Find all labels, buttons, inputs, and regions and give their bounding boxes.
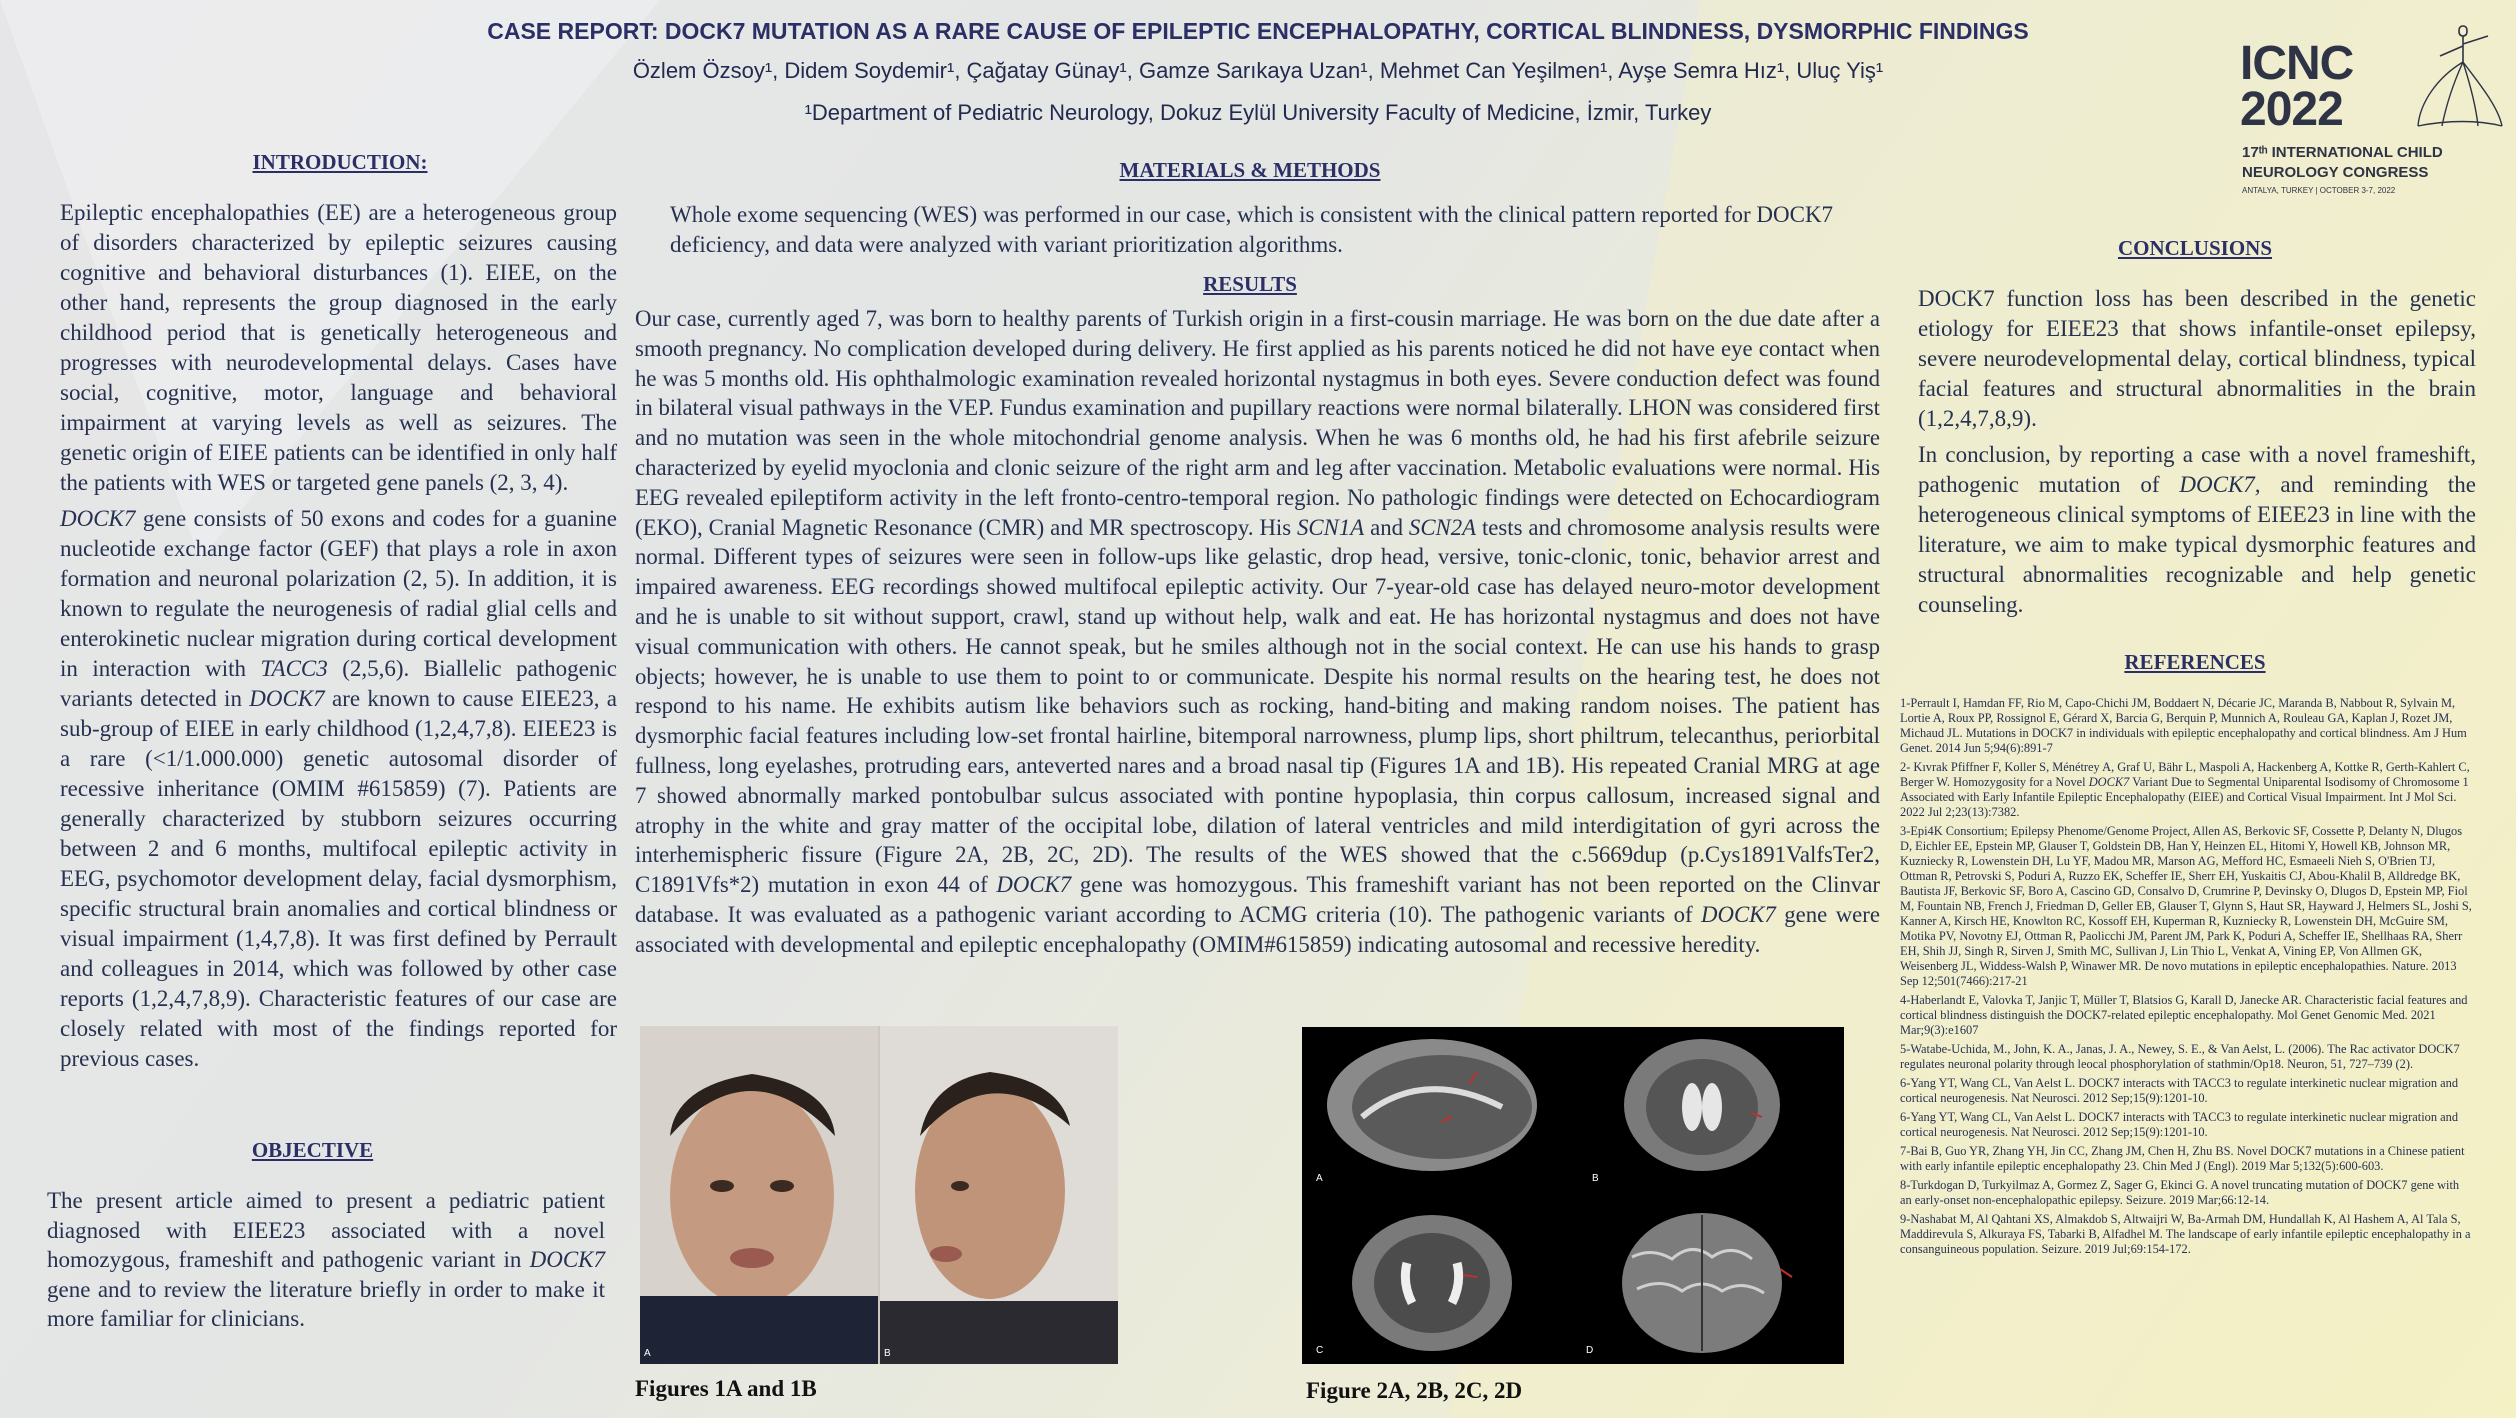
reference-item: 7-Bai B, Guo YR, Zhang YH, Jin CC, Zhang JM, Chen H, Zhu BS. Novel DOCK7 mutations in a Chinese patient with early infantile epileptic encephalopathy 23. Chin Med J (Engl). 2019 Mar 5;132(5):600-603. bbox=[1900, 1144, 2465, 1173]
logo-line-2: NEUROLOGY CONGRESS bbox=[2242, 164, 2429, 181]
gene-name: DOCK7 bbox=[60, 506, 136, 531]
reference-item: 9-Nashabat M, Al Qahtani XS, Almakdob S, Altwaijri W, Ba-Armah DM, Hundallah K, Al Hashem A, Al Tala S, Maddirevula S, Alkuraya FS, Tabarki B, Alfadhel M. The landscape of early infantile epileptic encephalopathy in a consanguineous population. Seizure. 2019 Jul;69:154-172. bbox=[1900, 1212, 2471, 1256]
reference-item: 1-Perrault I, Hamdan FF, Rio M, Capo-Chichi JM, Boddaert N, Décarie JC, Maranda B, Nabbout R, Sylvain M, Lortie A, Roux PP, Rossignol E, Gérard X, Barcia G, Berquin P, Munnich A, Rouleau GA, Kaplan J, Rozet JM, Michaud JL. Mutations in DOCK7 in individuals with epileptic encephalopathy and cortical blindness. Am J Hum Genet. 2014 Jun 5;94(6):891-7 bbox=[1900, 696, 2467, 755]
affiliation: ¹Department of Pediatric Neurology, Dokuz Eylül University Faculty of Medicine, İzmir, Turkey bbox=[804, 100, 1712, 125]
author-list: Özlem Özsoy¹, Didem Soydemir¹, Çağatay Günay¹, Gamze Sarıkaya Uzan¹, Mehmet Can Yeşilmen¹, Ayşe Semra Hız¹, Uluç Yiş¹ bbox=[632, 58, 1884, 83]
reference-item: 6-Yang YT, Wang CL, Van Aelst L. DOCK7 interacts with TACC3 to regulate interkinetic nuclear migration and cortical neurogenesis. Nat Neurosci. 2012 Sep;15(9):1201-10. bbox=[1900, 1076, 2459, 1105]
figure-2-mri-images bbox=[1302, 1027, 1844, 1364]
figure-2-label-b: B bbox=[1592, 1173, 1599, 1184]
logo-name: ICNC bbox=[2240, 37, 2354, 90]
gene-name: DOCK7, bbox=[2179, 472, 2261, 497]
gene-name: SCN1A bbox=[1297, 514, 1365, 540]
results-body bbox=[635, 304, 1880, 966]
figure-1-label-b: B bbox=[884, 1348, 891, 1359]
reference-item: 6-Yang YT, Wang CL, Van Aelst L. DOCK7 interacts with TACC3 to regulate interkinetic nuclear migration and cortical neurogenesis. Nat Neurosci. 2012 Sep;15(9):1201-10. bbox=[1900, 1110, 2459, 1139]
results-heading: RESULTS bbox=[1203, 272, 1297, 296]
conclusions-paragraph-2: In conclusion, by reporting a case with a novel frameshift, pathogenic mutation of DOCK7, and reminding the heterogeneous clinical symptoms of EIEE23 in line with the literature, we aim to make typical dysmorphic features and structural abnormalities recognizable and help genetic counseling. bbox=[1918, 442, 2476, 617]
results-paragraph: Our case, currently aged 7, was born to healthy parents of Turkish origin in a first-cousin marriage. He was born on the due date after a smooth pregnancy. No complication developed during delivery. He first applied as his parents noticed he did not have eye contact when he was 5 months old. His ophthalmologic examination revealed horizontal nystagmus in both eyes. Severe conduction defect was found in bilateral visual pathways in the VEP. Fundus examination and pupillary reactions were normal bilaterally. LHON was considered first and no mutation was seen in the whole mitochondrial genome analysis. When he was 6 months old, he had his first afebrile seizure characterized by eyelid myoclonia and clonic seizure of the right arm and leg after vaccination. Metabolic evaluations were normal. His EEG revealed epileptiform activity in the left fronto-centro-temporal region. No pathologic findings were detected on Echocardiogram (EKO), Cranial Magnetic Resonance (CMR) and MR spectroscopy. His SCN1A and SCN2A tests and chromosome analysis results were normal. Different types of seizures were seen in follow-ups like gelastic, drop head, versive, tonic-clonic, tonic, behavior arrest and impaired awareness. EEG recordings showed multifocal epileptic activity. Our 7-year-old case has delayed neuro-motor development and he is unable to sit without support, crawl, stand up without help, walk and eat. He has horizontal nystagmus and does not have visual communication with others. He cannot speak, but he smiles although not in the social context. He can use his hands to grasp objects; however, he is unable to use them to point to or communicate. Despite his normal results on the hearing test, he does not respond to his name. He exhibits autism like behaviors such as rocking, hand-biting and making random noises. The patient has dysmorphic facial features including low-set frontal hairline, bitemporal narrowness, plump lips, short philtrum, telecanthus, periorbital fullness, long eyelashes, protruding ears, anteverted nares and a broad nasal tip (Figures 1A and 1B). His repeated Cranial MRG at age 7 showed abnormally marked pontobulbar sulcus associated with pontine hypoplasia, thin corpus callosum, increased signal and atrophy in the white and gray matter of the occipital lobe, dilation of lateral ventricles and mild interdigitation of gyri across the interhemispheric fissure (Figure 2A, 2B, 2C, 2D). The results of the WES showed that the c.5669dup (p.Cys1891ValfsTer2, C1891Vfs*2) mutation in exon 44 of DOCK7 gene was homozygous. This frameshift variant has not been reported on the Clinvar database. It was evaluated as a pathogenic variant according to ACMG criteria (10). The pathogenic variants of DOCK7 gene were associated with developmental and epileptic encephalopathy (OMIM#615859) indicating autosomal and recessive heredity. bbox=[635, 306, 1881, 957]
reference-item: 8-Turkdogan D, Turkyilmaz A, Gormez Z, Sager G, Ekinci G. A novel truncating mutation of DOCK7 gene with an early-onset non-encephalopathic epilepsy. Seizure. 2019 Mar;66:12-14. bbox=[1900, 1178, 2460, 1207]
introduction-body bbox=[60, 198, 617, 1080]
methods-body: Whole exome sequencing (WES) was performed in our case, which is consistent with the clinical pattern reported for DOCK7 deficiency, and data were analyzed with variant prioritization algorithms. bbox=[670, 202, 1834, 257]
objective-heading: OBJECTIVE bbox=[251, 1138, 374, 1162]
figure-1-caption: Figures 1A and 1B bbox=[635, 1376, 817, 1401]
references-heading: REFERENCES bbox=[2124, 650, 2266, 674]
congress-logo bbox=[2238, 22, 2508, 202]
brain-mri-image bbox=[1302, 1027, 1844, 1364]
gene-name: DOCK7 bbox=[996, 872, 1072, 898]
gene-name: DOCK7 bbox=[249, 686, 325, 711]
reference-item: 2- Kıvrak Pfiffner F, Koller S, Ménétrey A, Graf U, Bähr L, Maspoli A, Hackenberg A, Kottke R, Gerth-Kahlert C, Berger W. Homozygosity for a Novel DOCK7 Variant Due to Segmental Uniparental Isodisomy of Chromosome 1 Associated with Early Infantile Epileptic Encephalopathy (EIEE) and Cortical Visual Impairment. Int J Mol Sci. 2022 Jul 2;23(13):7382. bbox=[1900, 760, 2470, 819]
gene-name: DOCK7 bbox=[1701, 901, 1776, 927]
gene-name: DOCK7 bbox=[529, 1247, 605, 1272]
whirling-dervish-icon bbox=[2408, 22, 2508, 132]
reference-item: 3-Epi4K Consortium; Epilepsy Phenome/Genome Project, Allen AS, Berkovic SF, Cossette P, Delanty N, Dlugos D, Eichler EE, Epstein MP, Glauser T, Goldstein DB, Han Y, Heinzen EL, Hitomi Y, Howell KB, Johnson MR, Kuzniecky R, Lowenstein DH, Lu YF, Madou MR, Marson AG, Mefford HC, Esmaeeli Nieh S, O'Brien TJ, Ottman R, Petrovski S, Poduri A, Ruzzo EK, Scheffer IE, Sherr EH, Yuskaitis CJ, Abou-Khalil B, Alldredge BK, Bautista JF, Berkovic SF, Boro A, Cascino GD, Consalvo D, Crumrine P, Devinsky O, Dlugos D, Epstein MP, Fiol M, Fountain NB, French J, Friedman D, Geller EB, Glauser T, Glynn S, Haut SR, Hayward J, Helmers SL, Joshi S, Kanner A, Kirsch HE, Knowlton RC, Kossoff EH, Kuperman R, Kuzniecky R, Lowenstein DH, McGuire SM, Motika PV, Novotny EJ, Ottman R, Paolicchi JM, Parent JM, Park K, Poduri A, Scheffer IE, Shellhaas RA, Sherr EH, Shih JJ, Singh R, Sirven J, Smith MC, Sullivan J, Lin Thio L, Venkat A, Vining EP, Von Allmen GK, Weisenberg JL, Widdess-Walsh P, Winawer MR. De novo mutations in epileptic encephalopathies. Nature. 2013 Sep 12;501(7466):217-21 bbox=[1900, 824, 2472, 988]
figure-1-patient-photos bbox=[640, 1026, 1118, 1364]
introduction-paragraph-2: DOCK7 gene consists of 50 exons and codes for a guanine nucleotide exchange factor (GEF) that plays a role in axon formation and neuronal polarization (2, 5). In addition, it is known to regulate the neurogenesis of radial glial cells and enterokinetic nuclear migration during cortical development in interaction with TACC3 (2,5,6). Biallelic pathogenic variants detected in DOCK7 are known to cause EIEE23, a sub-group of EIEE in early childhood (1,2,4,7,8). EIEE23 is a rare (<1/1.000.000) genetic autosomal disorder of recessive inheritance (OMIM #615859) (7). Patients are generally characterized by stubborn seizures occurring between 2 and 6 months, multifocal epileptic activity in EEG, psychomotor development delay, facial dysmorphism, specific structural brain anomalies and cortical blindness or visual impairment (1,4,7,8). It was first defined by Perrault and colleagues in 2014, which was followed by other case reports (1,2,4,7,8,9). Characteristic features of our case are closely related with most of the findings reported for previous cases. bbox=[60, 506, 617, 1071]
poster-title: CASE REPORT: DOCK7 MUTATION AS A RARE CAUSE OF EPILEPTIC ENCEPHALOPATHY, CORTICAL BLINDNESS, DYSMORPHIC FINDINGS bbox=[487, 18, 2029, 44]
conclusions-body bbox=[1918, 284, 2476, 626]
figure-2-caption: Figure 2A, 2B, 2C, 2D bbox=[1306, 1378, 1523, 1403]
gene-name: SCN2A bbox=[1408, 514, 1477, 540]
figure-2-label-a: A bbox=[1316, 1173, 1323, 1184]
reference-item: 5-Watabe-Uchida, M., John, K. A., Janas, J. A., Newey, S. E., & Van Aelst, L. (2006). The Rac activator DOCK7 regulates neuronal polarity through leocal phosphorylation of stathmin/Op18. Neuron, 51, 727–739 (2). bbox=[1900, 1042, 2460, 1071]
introduction-heading: INTRODUCTION: bbox=[252, 150, 428, 174]
objective-paragraph: The present article aimed to present a pediatric patient diagnosed with EIEE23 associated with a novel homozygous, frameshift and pathogenic variant in DOCK7 gene and to review the literature briefly in order to make it more familiar for clinicians. bbox=[47, 1188, 605, 1331]
reference-list bbox=[1900, 696, 2472, 1261]
reference-item: 4-Haberlandt E, Valovka T, Janjic T, Müller T, Blatsios G, Karall D, Janecke AR. Characteristic facial features and cortical blindness distinguish the DOCK7-related epileptic encephalopathy. Mol Genet Genomic Med. 2021 Mar;9(3):e1607 bbox=[1900, 993, 2468, 1037]
logo-place: ANTALYA, TURKEY | OCTOBER 3-7, 2022 bbox=[2242, 186, 2396, 195]
figure-2-label-c: C bbox=[1316, 1345, 1324, 1356]
conclusions-heading: CONCLUSIONS bbox=[2117, 236, 2273, 260]
gene-name: TACC3 bbox=[260, 656, 328, 681]
conclusions-paragraph-1: DOCK7 function loss has been described in the genetic etiology for EIEE23 that shows infantile-onset epilepsy, severe neurodevelopmental delay, cortical blindness, typical facial features and structural abnormalities in the brain (1,2,4,7,8,9). bbox=[1918, 286, 2476, 431]
objective-body bbox=[47, 1186, 605, 1340]
figure-1-label-a: A bbox=[644, 1348, 651, 1359]
introduction-paragraph-1: Epileptic encephalopathies (EE) are a heterogeneous group of disorders characterized by epileptic seizures causing cognitive and behavioral disturbances (1). EIEE, on the other hand, represents the group diagnosed in the early childhood period that is genetically heterogeneous and progresses with neurodevelopmental delays. Cases have social, cognitive, motor, language and behavioral impairment at varying levels as well as seizures. The genetic origin of EIEE patients can be identified in only half the patients with WES or targeted gene panels (2, 3, 4). bbox=[60, 200, 617, 495]
logo-year: 2022 bbox=[2240, 83, 2343, 136]
methods-heading: MATERIALS & METHODS bbox=[1119, 158, 1381, 182]
patient-face-photo bbox=[640, 1026, 1118, 1364]
figure-2-label-d: D bbox=[1586, 1345, 1594, 1356]
logo-line-1: 17ᵗʰ INTERNATIONAL CHILD bbox=[2242, 144, 2443, 161]
